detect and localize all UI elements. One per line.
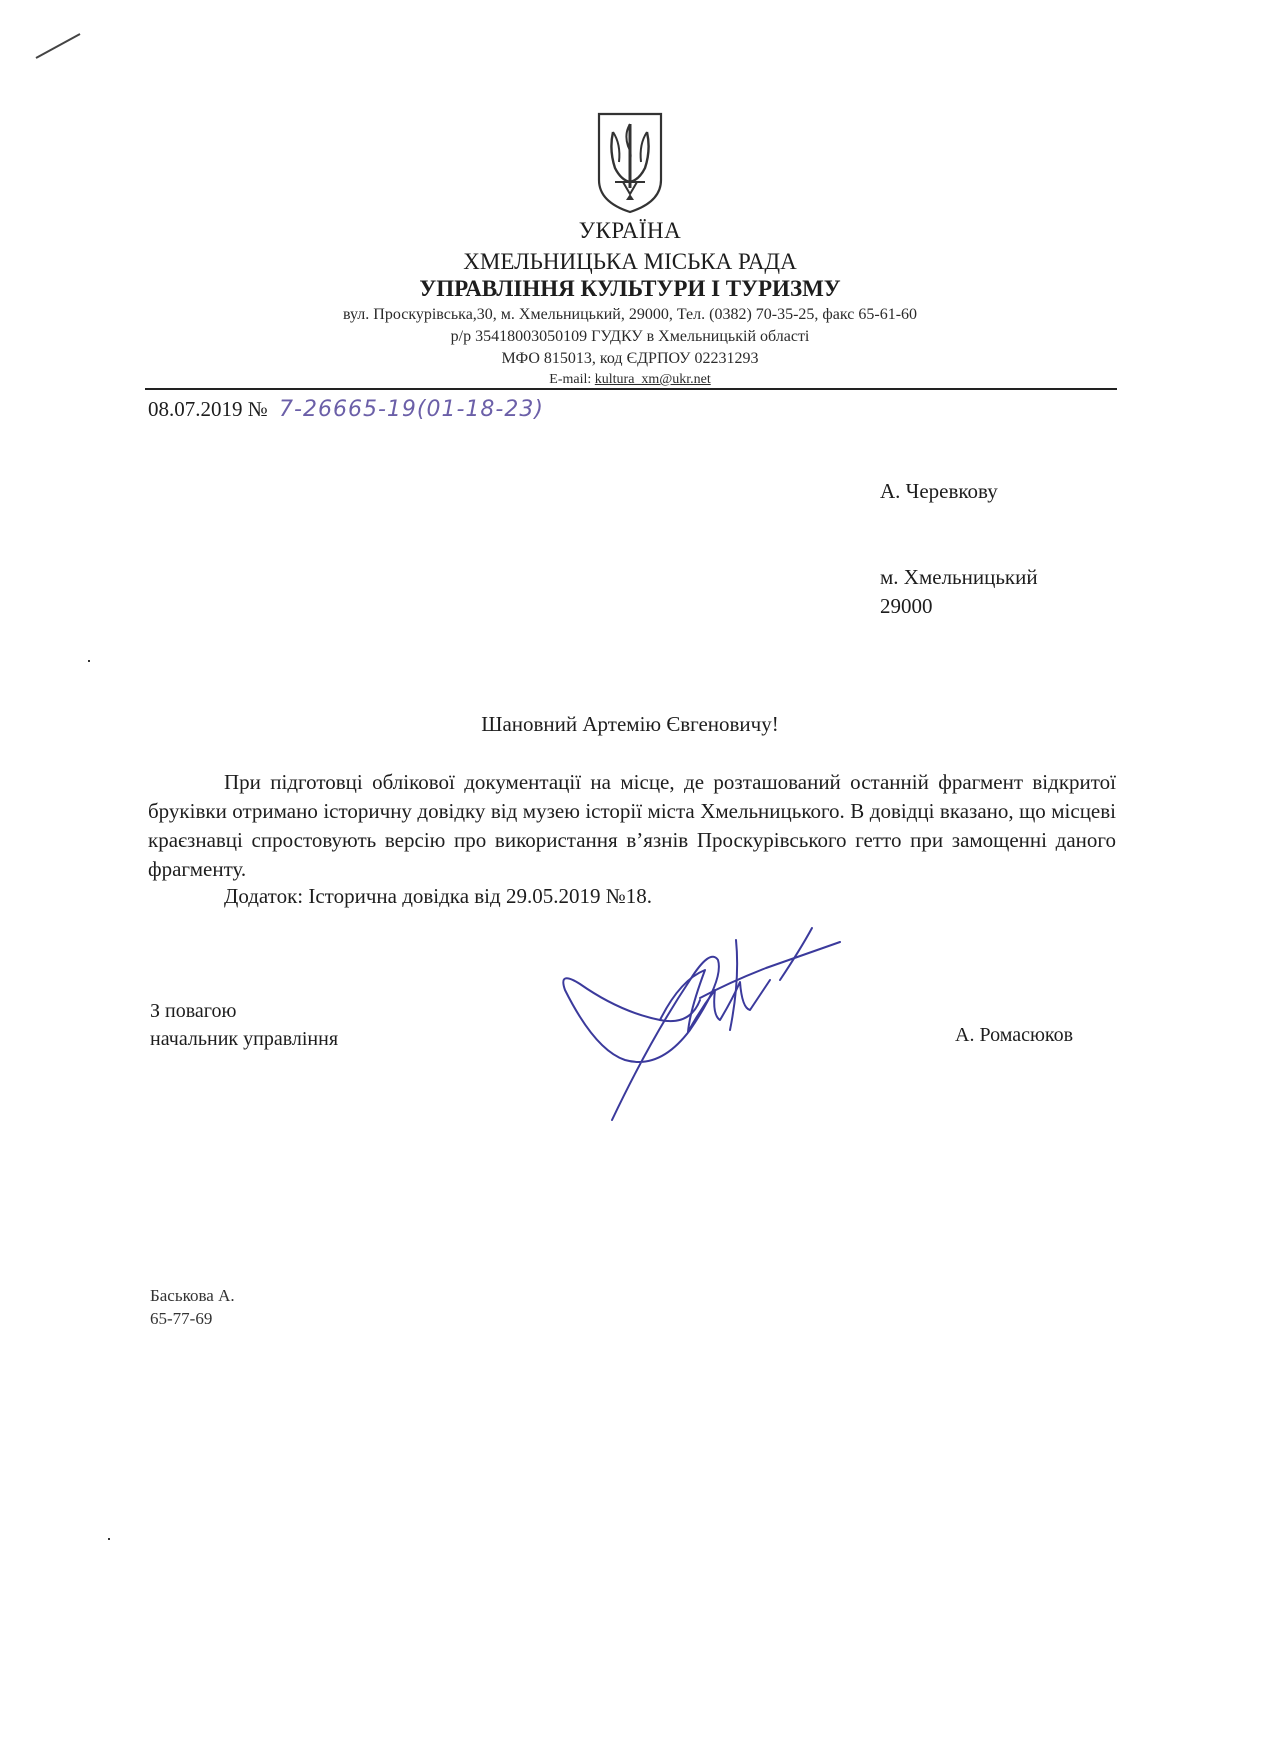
letterhead-account: р/р 35418003050109 ГУДКУ в Хмельницькій області (450, 328, 810, 345)
salutation: Шановний Артемію Євгеновичу! (481, 712, 779, 736)
letterhead-email-line (130, 372, 1130, 388)
signer-position: начальник управління (150, 1028, 339, 1050)
scan-speck (108, 1538, 110, 1540)
letter-body: При підготовці облікової документації на місце, де розташований останній фрагмент відкритої бруківки отримано історичну довідку від музею історії міста Хмельницького. В довідці вказано, що місцеві краєзнавці спростовують версію про використання в’язнів Проскурівського гетто при замощенні даного фрагменту. (148, 770, 1116, 881)
reference-line (148, 397, 544, 422)
recipient-name: А. Черевкову (880, 479, 998, 503)
letterhead-council: ХМЕЛЬНИЦЬКА МІСЬКА РАДА (463, 249, 797, 274)
email-label: E-mail: (549, 372, 592, 387)
executor-name: Баськова А. (150, 1286, 235, 1305)
pen-mark (30, 28, 90, 68)
closing-phrase: З повагою (150, 1000, 237, 1022)
letterhead-codes: МФО 815013, код ЄДРПОУ 02231293 (501, 350, 759, 367)
scan-speck (88, 660, 90, 662)
email-link[interactable]: kultura_xm@ukr.net (594, 372, 711, 387)
executor-phone: 65-77-69 (150, 1309, 213, 1328)
handwritten-signature (540, 920, 880, 1140)
reference-number-handwritten: 7-26665-19(01-18-23) (279, 397, 544, 422)
coat-of-arms-icon (593, 110, 667, 214)
letterhead-address: вул. Проскурівська,30, м. Хмельницький, 29000, Тел. (0382) 70-35-25, факс 65-61-60 (342, 306, 918, 323)
header-divider (145, 388, 1117, 390)
recipient-postcode: 29000 (880, 594, 933, 618)
reference-date: 08.07.2019 № (148, 397, 268, 421)
letterhead-department: УПРАВЛІННЯ КУЛЬТУРИ І ТУРИЗМУ (419, 276, 841, 301)
recipient-city: м. Хмельницький (880, 565, 1038, 589)
appendix-line: Додаток: Історична довідка від 29.05.2019 №18. (224, 884, 652, 908)
signer-name: А. Ромасюков (955, 1024, 1074, 1046)
letterhead-country: УКРАЇНА (578, 218, 682, 243)
